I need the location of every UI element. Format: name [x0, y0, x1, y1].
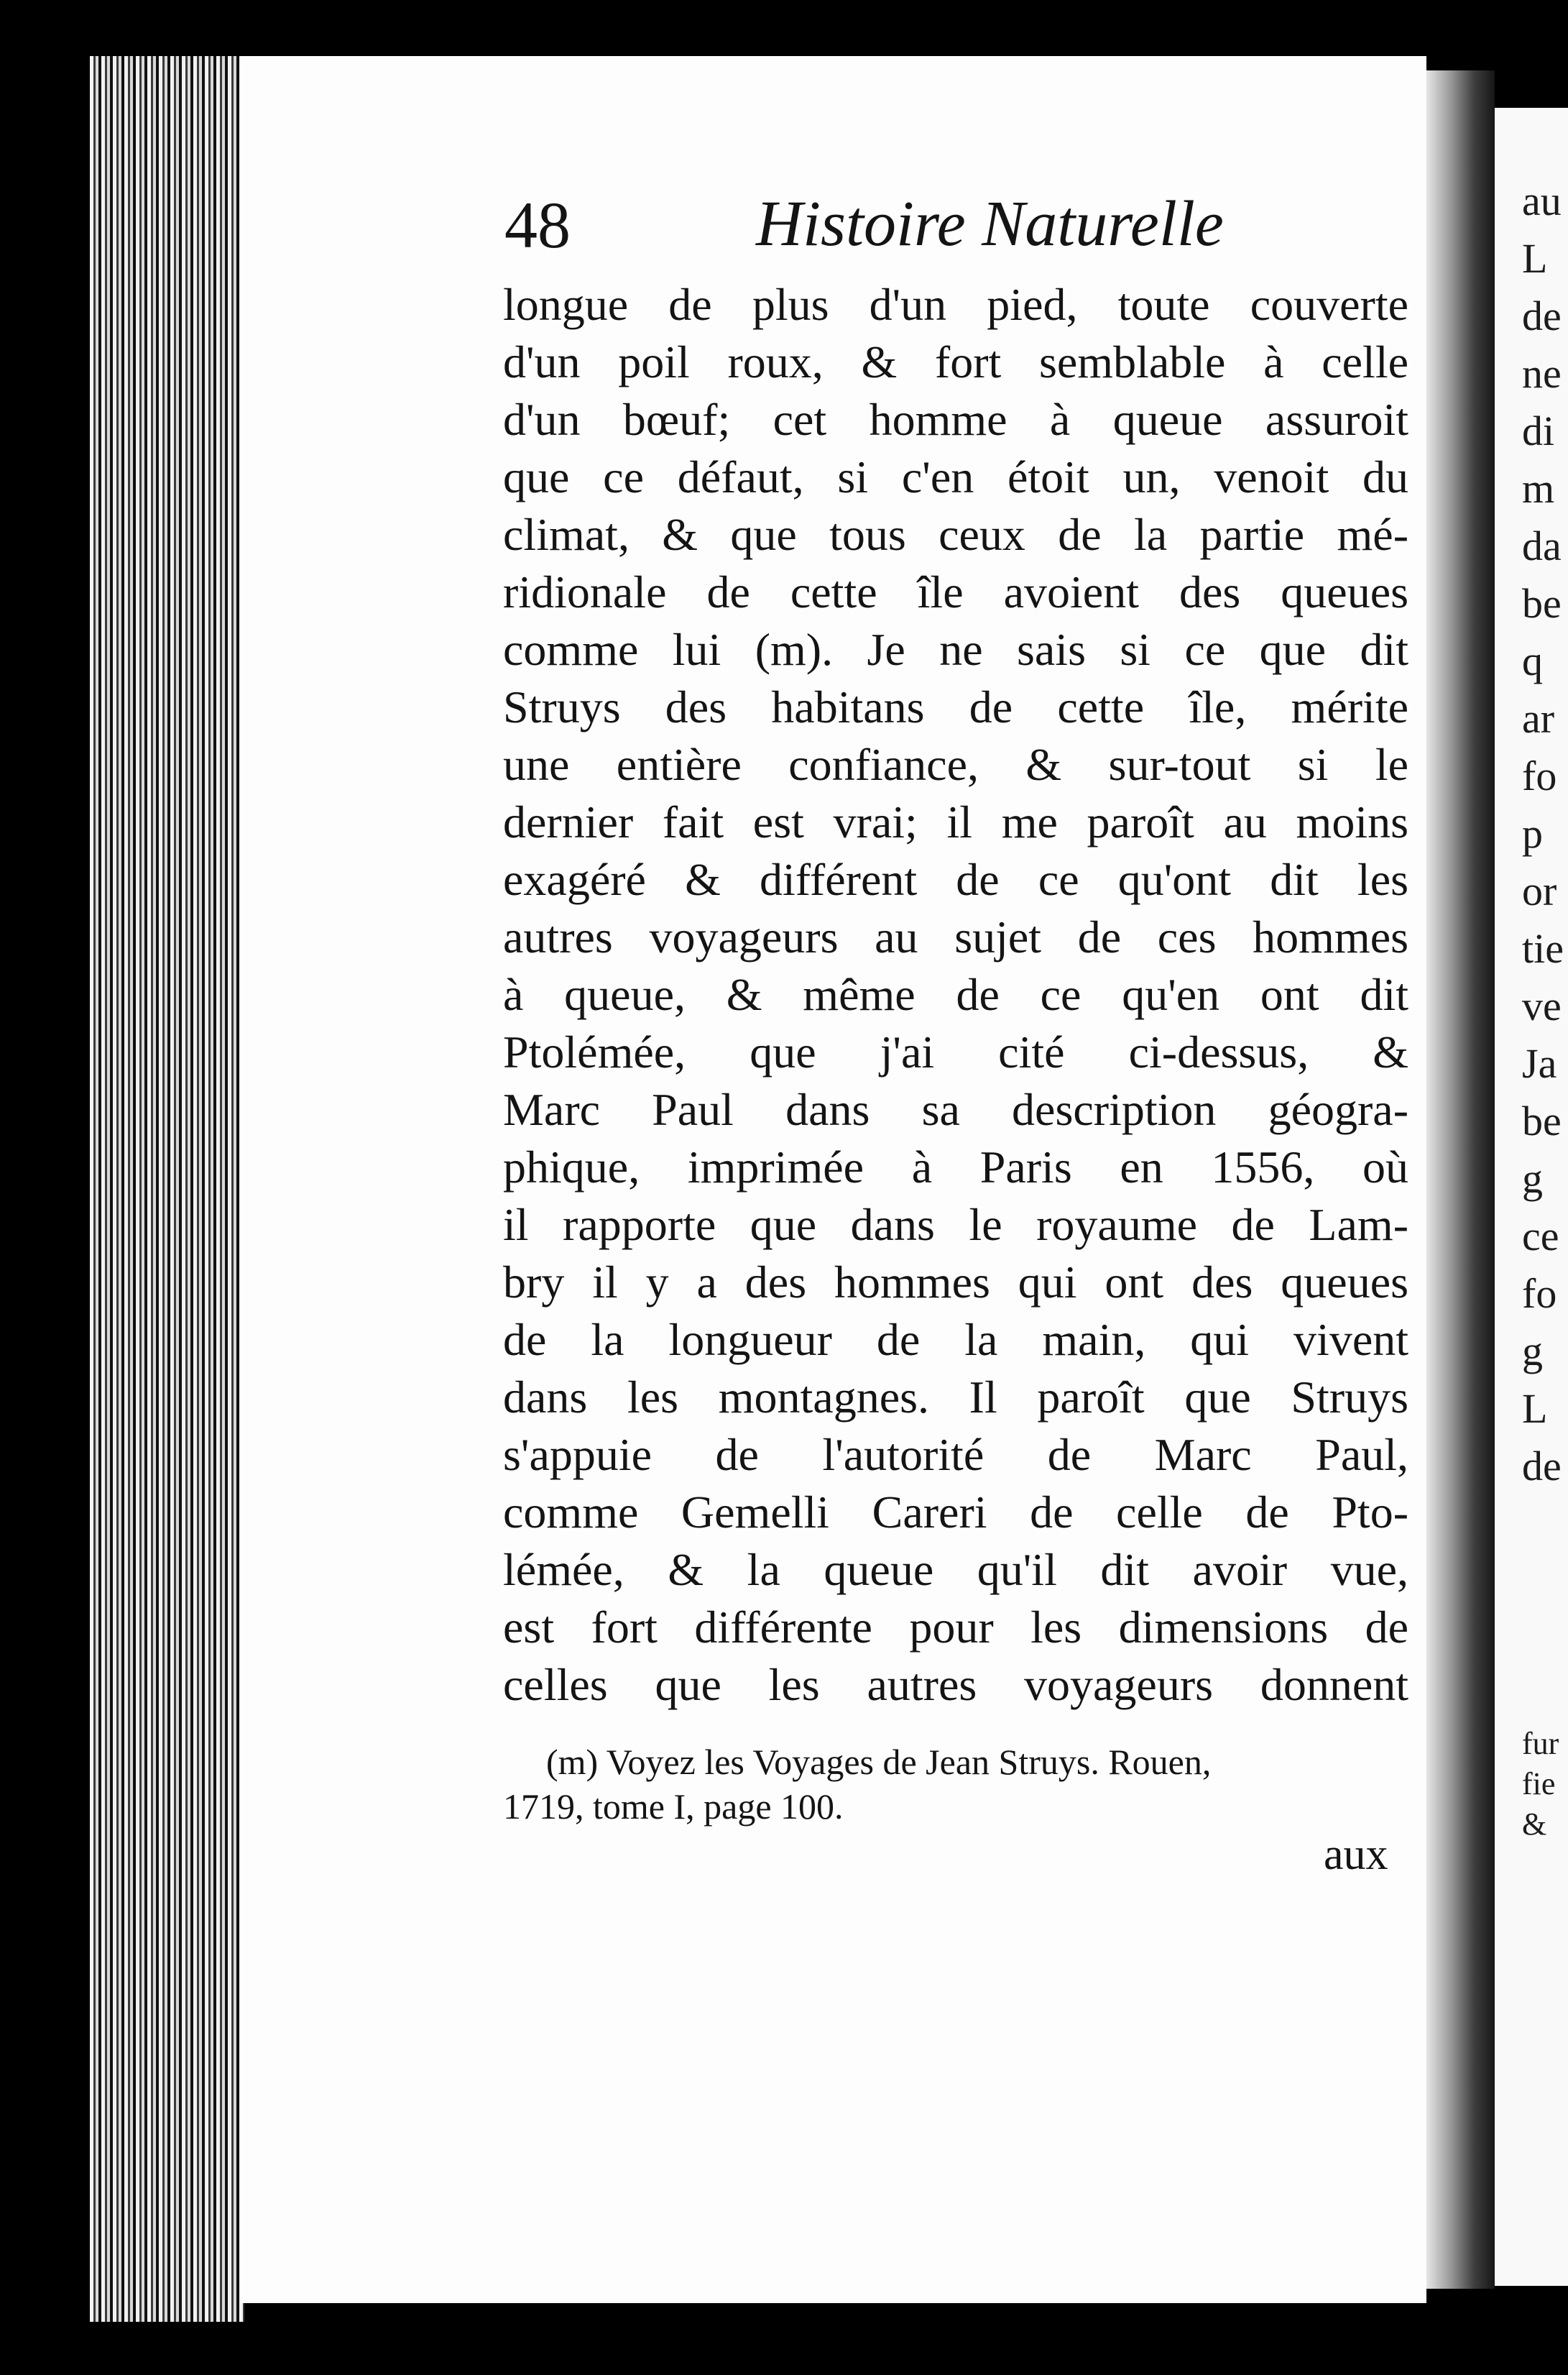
text-line: phique, imprimée à Paris en 1556, où	[503, 1141, 1408, 1193]
text-line: que ce défaut, si c'en étoit un, venoit du	[503, 451, 1408, 502]
facing-page-fragment: tie	[1522, 925, 1564, 972]
facing-page-fragment: de	[1522, 293, 1562, 339]
text-line: de la longueur de la main, qui vivent	[503, 1314, 1408, 1365]
text-line: ridionale de cette île avoient des queues	[503, 566, 1408, 617]
facing-page-fragment: be	[1522, 1098, 1562, 1144]
facing-page-fragment: q	[1522, 638, 1543, 684]
text-line: comme lui (m). Je ne sais si ce que dit	[503, 624, 1408, 675]
facing-page-fragment: m	[1522, 465, 1555, 512]
facing-page-fragment: ce	[1522, 1213, 1559, 1259]
footnote-line: 1719, tome I, page 100.	[503, 1786, 844, 1827]
text-line: Struys des habitans de cette île, mérite	[503, 681, 1408, 732]
body-text	[503, 276, 1408, 1714]
text-line: dernier fait est vrai; il me paroît au moins	[503, 796, 1408, 847]
facing-page-fragment: be	[1522, 580, 1562, 627]
facing-page-fragment: au	[1522, 178, 1562, 224]
facing-page-fragment: fie	[1522, 1766, 1556, 1801]
facing-page-fragment: de	[1522, 1443, 1562, 1489]
facing-page-fragment: fo	[1522, 753, 1557, 799]
page-header	[504, 187, 1410, 266]
text-line: climat, & que tous ceux de la partie mé-	[503, 509, 1408, 560]
catchword: aux	[1324, 1830, 1388, 1879]
facing-page-fragment: ve	[1522, 983, 1562, 1029]
facing-page-fragment: &	[1522, 1806, 1547, 1842]
facing-page-fragment: da	[1522, 523, 1562, 569]
text-line: Marc Paul dans sa description géogra-	[503, 1084, 1408, 1135]
text-line: il rapporte que dans le royaume de Lam-	[503, 1199, 1408, 1250]
text-line: exagéré & différent de ce qu'ont dit les	[503, 854, 1408, 905]
facing-page-fragment: ar	[1522, 695, 1555, 742]
text-line: s'appuie de l'autorité de Marc Paul,	[503, 1429, 1408, 1480]
text-line: autres voyageurs au sujet de ces hommes	[503, 911, 1408, 963]
facing-page-fragment: p	[1522, 810, 1543, 857]
running-title: Histoire Naturelle	[756, 188, 1224, 259]
text-line: à queue, & même de ce qu'en ont dit	[503, 969, 1408, 1020]
facing-page-fragment: fur	[1522, 1726, 1559, 1761]
text-line: bry il y a des hommes qui ont des queues	[503, 1257, 1408, 1308]
text-line: comme Gemelli Careri de celle de Pto-	[503, 1487, 1408, 1538]
page-edges	[90, 56, 244, 2322]
facing-page-fragment: L	[1522, 1385, 1548, 1432]
text-line: longue de plus d'un pied, toute couverte	[503, 279, 1408, 330]
text-line: dans les montagnes. Il paroît que Struys	[503, 1372, 1408, 1423]
facing-page	[1495, 108, 1568, 2286]
text-line: d'un poil roux, & fort semblable à celle	[503, 336, 1408, 387]
text-line: lémée, & la queue qu'il dit avoir vue,	[503, 1544, 1408, 1595]
facing-page-fragment: di	[1522, 408, 1555, 454]
facing-page-fragment: L	[1522, 235, 1548, 282]
text-line: celles que les autres voyageurs donnent	[503, 1659, 1408, 1710]
facing-page-fragment: g	[1522, 1155, 1543, 1202]
facing-page-fragment: ne	[1522, 350, 1562, 397]
facing-page-fragment: fo	[1522, 1270, 1557, 1317]
book-gutter	[1426, 70, 1495, 2289]
facing-page-fragment: Ja	[1522, 1040, 1557, 1087]
text-line: est fort différente pour les dimensions de	[503, 1602, 1408, 1653]
facing-page-fragment: or	[1522, 868, 1557, 914]
text-line: une entière confiance, & sur-tout si le	[503, 739, 1408, 790]
facing-page-fragment: g	[1522, 1328, 1543, 1374]
footnote	[503, 1740, 1408, 1829]
footnote-line: (m) Voyez les Voyages de Jean Struys. Rouen,	[546, 1742, 1212, 1782]
page-number: 48	[504, 188, 571, 262]
text-line: Ptolémée, que j'ai cité ci-dessus, &	[503, 1026, 1408, 1078]
text-line: d'un bœuf; cet homme à queue assuroit	[503, 394, 1408, 445]
